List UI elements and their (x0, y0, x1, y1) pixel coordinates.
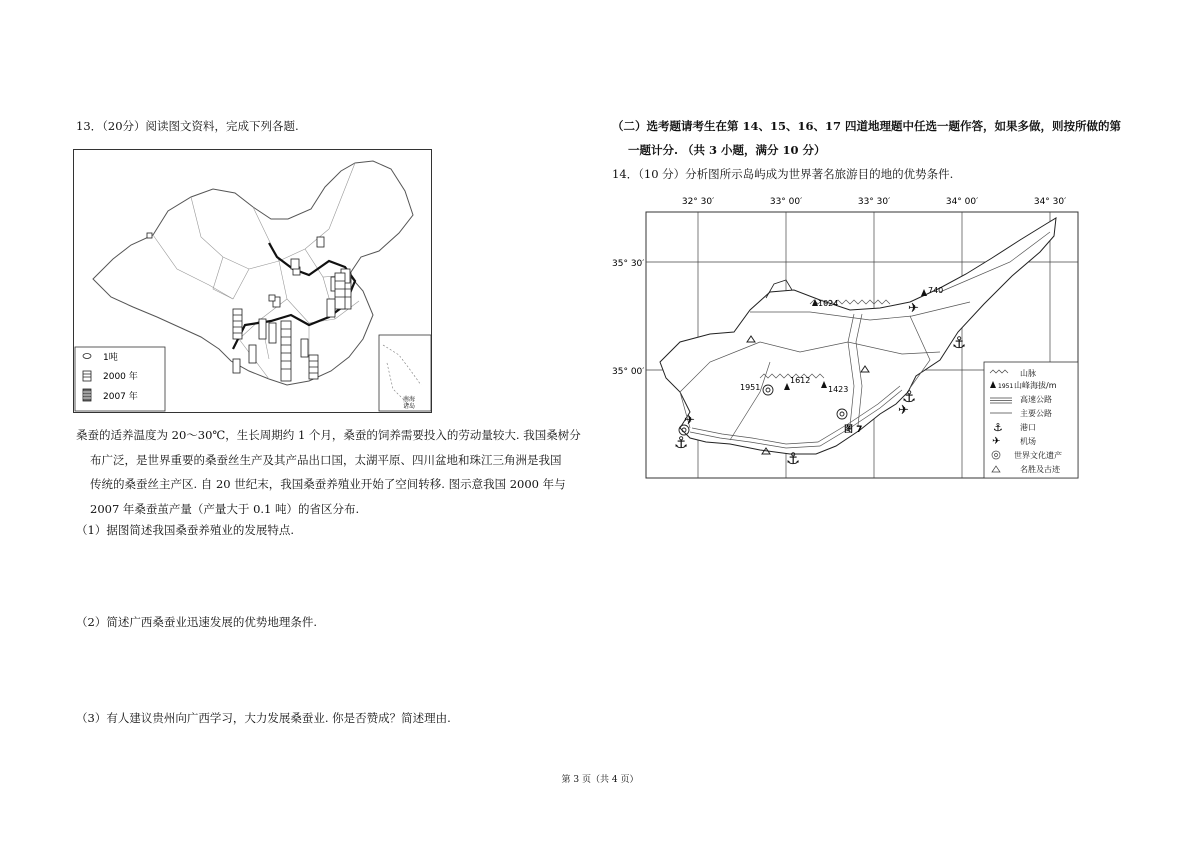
legend-mountain: 山脉 (1020, 369, 1036, 378)
lon-label: 32° 30′ (681, 197, 715, 207)
port-anchor-icon: ⚓ (674, 433, 689, 452)
lon-label: 33° 00′ (769, 197, 803, 207)
lon-label: 34° 30′ (1033, 197, 1067, 207)
production-stack (281, 321, 291, 381)
map-legend-box (984, 362, 1078, 478)
production-stack (269, 323, 276, 343)
intro-paragraph: 桑蚕的适养温度为 20～30℃，生长周期约 1 个月，桑蚕的饲养需要投入的劳动量较大. 我国桑树分 布广泛，是世界重要的桑蚕丝生产及其产品出口国，太湖平原、四川盆地和珠江三角洲是我国 传统的桑蚕丝主产区. 自 20 世纪末，我国桑蚕养殖业开始了空间转移. 图示意我国 2000 年与 2007 年桑蚕茧产量（产量大于 0.1 吨）的省区分布. (76, 428, 581, 516)
island-map (610, 192, 1080, 480)
legend-2007: 2007 年 (103, 392, 138, 402)
legend-port: 港口 (1020, 423, 1036, 432)
production-stack (259, 319, 266, 339)
port-anchor-icon: ⚓ (952, 333, 967, 352)
peak-label: 1423 (828, 385, 849, 394)
legend-main-road: 主要公路 (1020, 409, 1052, 418)
china-sericulture-map (73, 149, 432, 413)
question-13-heading: 13．（20分）阅读图文资料，完成下列各题. (76, 119, 299, 133)
airport-icon: ✈ (898, 403, 909, 418)
production-stack (269, 295, 275, 301)
production-stack (309, 355, 318, 379)
legend-airport: 机场 (1020, 437, 1036, 446)
production-stack (317, 237, 324, 247)
sub-question-1: （1）据图简述我国桑蚕养殖业的发展特点. (76, 523, 294, 537)
production-stack (249, 345, 256, 363)
lat-label: 35° 00′ (612, 367, 645, 377)
port-anchor-icon: ⚓ (902, 387, 917, 406)
legend-historic: 名胜及古迹 (1020, 465, 1060, 474)
lat-label: 35° 30′ (612, 259, 645, 269)
production-stack (147, 233, 152, 238)
airport-icon: ✈ (684, 413, 695, 428)
legend-peak: 山峰海拔/m (1014, 381, 1057, 390)
production-stack (233, 309, 242, 339)
lon-label: 33° 30′ (857, 197, 891, 207)
legend-heritage: 世界文化遗产 (1014, 451, 1062, 460)
peak-label: 1024 (818, 299, 839, 308)
section-instruction-line2: 一题计分. （共 3 小题，满分 10 分） (628, 143, 826, 157)
sub-question-3: （3）有人建议贵州向广西学习，大力发展桑蚕业. 你是否赞成？简述理由. (76, 711, 451, 725)
legend-1t: 1吨 (103, 353, 118, 363)
production-stack (301, 339, 308, 357)
sub-question-2: （2）简述广西桑蚕业迅速发展的优势地理条件. (76, 615, 317, 629)
airport-icon: ✈ (908, 301, 919, 316)
inset-label: 南海诸岛 (402, 396, 416, 410)
peak-label: 740 (928, 286, 944, 295)
production-stack (327, 299, 335, 317)
legend-2000: 2000 年 (103, 372, 138, 382)
port-anchor-icon: ⚓ (786, 449, 801, 468)
legend-airport-icon: ✈ (992, 436, 1001, 447)
section-instruction-line1: （二）选考题请考生在第 14、15、16、17 四道地理题中任选一题作答，如果多做，则按所做的第 (612, 119, 1122, 133)
page-footer: 第 3 页（共 4 页） (561, 775, 639, 785)
legend-expressway: 高速公路 (1020, 395, 1052, 404)
figure-label: 图 7 (844, 425, 863, 435)
production-stack (233, 359, 240, 373)
legend-port-icon: ⚓ (993, 421, 1003, 434)
peak-label: 1951 (740, 383, 761, 392)
production-stack (335, 273, 345, 309)
legend-peak-sample: 1951 (998, 383, 1014, 390)
peak-label: 1612 (790, 376, 811, 385)
question-14: 14．（10 分）分析图所示岛屿成为世界著名旅游目的地的优势条件. (612, 167, 954, 181)
lon-label: 34° 00′ (945, 197, 979, 207)
production-stack (291, 259, 299, 269)
